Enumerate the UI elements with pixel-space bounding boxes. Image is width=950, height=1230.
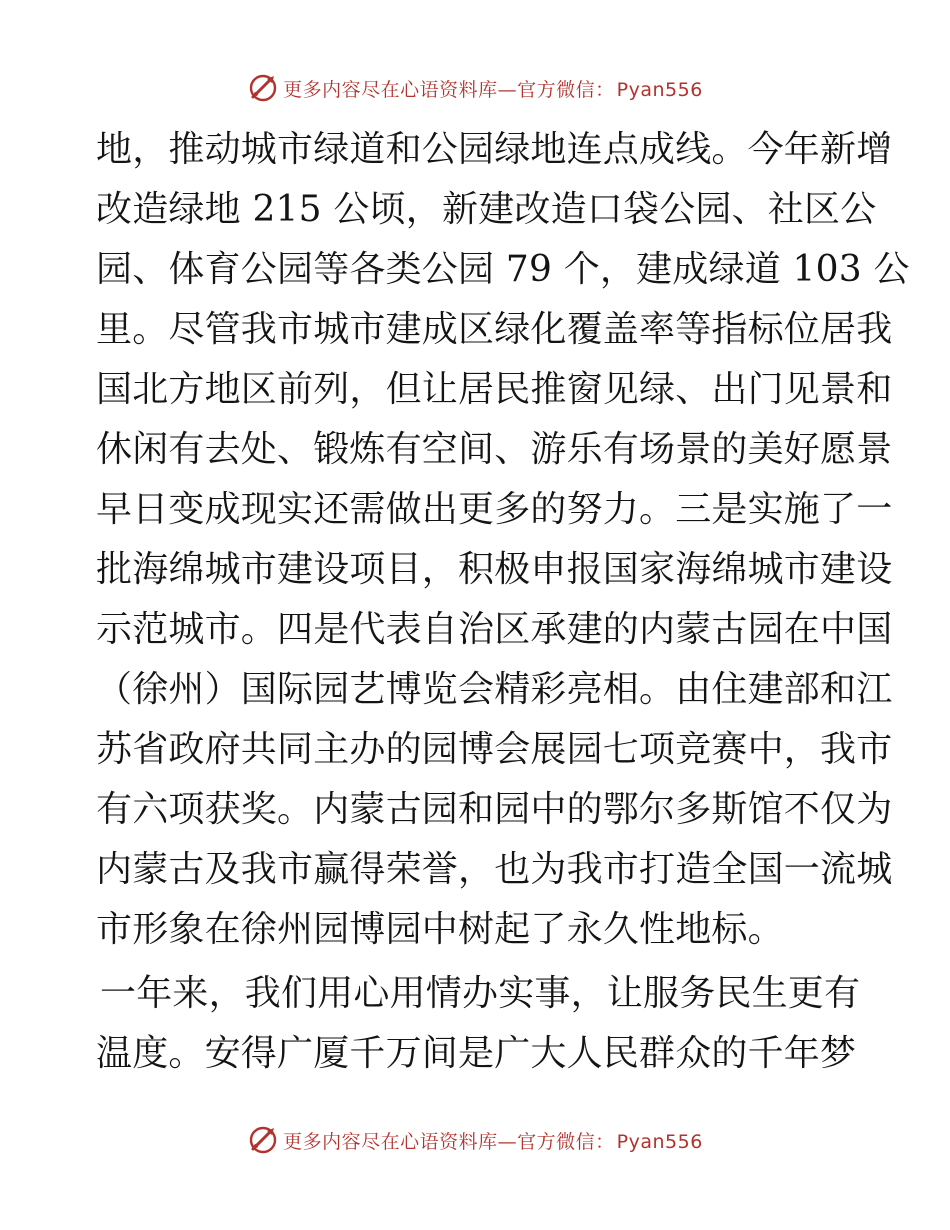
brush-logo-icon <box>247 1124 279 1156</box>
header-wechat-id: Pyan556 <box>616 78 703 101</box>
text-line: 温度。安得广厦千万间是广大人民群众的千年梦 <box>96 1033 857 1074</box>
text-line: 示范城市。四是代表自治区承建的内蒙古园在中国 <box>96 609 893 650</box>
text-line: 改造绿地 215 公顷，新建改造口袋公园、社区公 <box>96 189 877 230</box>
text-line: 地，推动城市绿道和公园绿地连点成线。今年新增 <box>96 129 893 170</box>
paragraph-start-line: 一年来，我们用心用情办实事，让服务民生更有 <box>100 973 861 1014</box>
text-line: 休闲有去处、锻炼有空间、游乐有场景的美好愿景 <box>96 429 893 470</box>
text-line: 市形象在徐州园博园中树起了永久性地标。 <box>96 909 784 950</box>
header-watermark-text: 更多内容尽在心语资料库—官方微信： <box>283 78 615 101</box>
text-line: 早日变成现实还需做出更多的努力。三是实施了一 <box>96 489 893 530</box>
text-line: 内蒙古及我市赢得荣誉，也为我市打造全国一流城 <box>96 849 893 890</box>
footer-watermark-text: 更多内容尽在心语资料库—官方微信： <box>283 1130 615 1153</box>
footer-watermark <box>0 1120 950 1160</box>
text-line: 国北方地区前列，但让居民推窗见绿、出门见景和 <box>96 369 893 410</box>
text-line: 苏省政府共同主办的园博会展园七项竞赛中，我市 <box>96 729 893 770</box>
text-line: （徐州）国际园艺博览会精彩亮相。由住建部和江 <box>96 669 893 710</box>
text-line: 园、体育公园等各类公园 79 个，建成绿道 103 公 <box>96 249 910 290</box>
text-line: 里。尽管我市城市建成区绿化覆盖率等指标位居我 <box>96 309 893 350</box>
footer-wechat-id: Pyan556 <box>616 1130 703 1153</box>
text-line: 有六项获奖。内蒙古园和园中的鄂尔多斯馆不仅为 <box>96 789 893 830</box>
text-line: 批海绵城市建设项目，积极申报国家海绵城市建设 <box>96 549 893 590</box>
